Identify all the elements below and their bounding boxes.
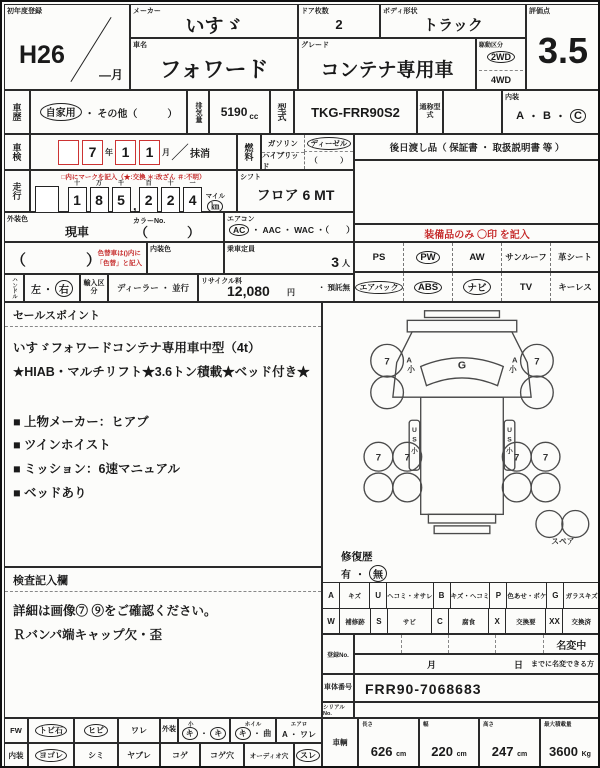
score-label: 評価点: [529, 8, 550, 15]
doors-cell: [298, 4, 380, 38]
repaint-note-1: 色替車は()内に: [97, 250, 141, 257]
handle-left: 左: [31, 284, 41, 296]
equip-leather-seat: 革シート: [550, 243, 599, 271]
equip-pw: PW: [403, 243, 452, 271]
shaken-erased: 抹消: [190, 148, 210, 160]
capacity-label: 乗車定員: [227, 246, 255, 253]
legend-key: A: [328, 591, 334, 600]
maker-value: いすゞ: [185, 15, 243, 37]
equip-sunroof: サンルーフ: [501, 243, 550, 271]
odometer-digit: 十 2: [161, 181, 180, 213]
displacement-label: 排気量: [187, 90, 209, 134]
model-code-value: TKG-FRR90S2: [294, 90, 417, 134]
odometer-digit: 万 8: [90, 181, 109, 213]
mileage-mark-box: [35, 186, 59, 213]
legend-value: 色あせ・ボケ: [506, 583, 546, 608]
tread-rear-left-outer: 7: [375, 452, 382, 464]
sales-bullet-1: ■ 上物メーカー：ヒアブ: [13, 414, 149, 429]
legend-value: 補修跡: [339, 608, 370, 633]
exterior-small-label: 小: [188, 722, 194, 728]
legend-value: ヘコミ・オサレ: [386, 583, 432, 608]
fuel-hybrid: ハイブリッド: [262, 152, 304, 169]
namechange-month: 月: [427, 659, 437, 670]
fw-crack: ヒビ: [74, 718, 118, 743]
mileage-note: □内にマークを記入（★:交換 ＊:改ざん ＃:不明）: [61, 174, 206, 181]
sales-bullet-3: ■ ミッション：6速マニュアル: [13, 462, 180, 476]
history-label: 車歴: [4, 90, 30, 134]
mileage-cell: [30, 170, 237, 212]
unit-km-circled: ㎞: [207, 200, 223, 213]
legend-value: サビ: [387, 608, 431, 633]
chassis-no-label: 車体番号: [322, 674, 354, 702]
equip-keyless: キーレス: [550, 273, 599, 301]
legend-value: ガラスキズ: [563, 583, 599, 608]
interior-grade-a: A: [516, 110, 525, 122]
capacity-cell: [224, 242, 354, 274]
interior-grade-b: B: [543, 110, 551, 122]
interior-color-label: 内装色: [150, 246, 171, 253]
odometer-digit: 百 2: [139, 181, 158, 213]
displacement-value: 5190: [220, 105, 248, 119]
first-registration-cell: [4, 4, 130, 90]
height-cell: 高さ 247 cm: [479, 718, 540, 768]
inspection-line-1: 詳細は画像⑦ ⑨をご確認ください。: [13, 604, 217, 618]
handle-right-circled: 右: [55, 280, 73, 297]
namechange-day: 日: [514, 659, 524, 670]
model-code-label: 型式: [270, 90, 294, 134]
legend-key: U: [369, 583, 386, 608]
displacement-cell: [209, 90, 270, 134]
equip-abs: ABS: [403, 273, 452, 301]
shaken-month1-box: 1: [115, 140, 136, 165]
glass-mark: G: [457, 359, 467, 372]
width-label: 幅: [423, 722, 429, 728]
body-shape-value: トラック: [423, 16, 483, 34]
aero-marks-cell: エアロ A ・ ワレ: [276, 718, 322, 743]
equip-aw: AW: [452, 243, 501, 271]
sales-line-2: ★HIAB・マルチリフト★3.6トン積載★ベッド付き★: [13, 364, 310, 379]
drive-divider: [479, 70, 523, 71]
equipment-header: 装備品のみ 〇印 を記入: [354, 224, 600, 242]
tread-front-left: 7: [384, 356, 390, 368]
odometer-digit: 十 1: [68, 181, 87, 213]
alias-model-label: 通称型式: [417, 90, 443, 134]
sales-points-box: [4, 302, 322, 567]
first-registration-month: ―月: [98, 68, 123, 82]
body-shape-cell: [380, 4, 526, 38]
import-value: ディーラー ・ 並行: [108, 274, 198, 302]
corner-mark-small-right: 小: [509, 365, 517, 375]
recycle-note: ・ 預託無: [317, 283, 350, 292]
score-value: 3.5: [537, 30, 589, 71]
shaken-year-unit: 年: [105, 147, 113, 157]
namechange-date-row: [354, 654, 600, 674]
blank-note-cell: [354, 160, 600, 224]
displacement-unit: cc: [249, 112, 259, 121]
fuel-label: 燃料: [237, 134, 261, 170]
tread-rear-left-inner: 7: [404, 452, 410, 464]
drive-type-cell: [476, 38, 526, 90]
alias-model-cell: [443, 90, 502, 134]
fw-label: FW: [4, 718, 28, 743]
legend-key: B: [433, 583, 450, 608]
repair-sep: ・: [355, 570, 365, 581]
aero-marks-label: エアロ: [290, 722, 308, 728]
corner-mark-a-left: A: [406, 355, 412, 365]
equipment-row-2: [354, 272, 600, 302]
fuel-gasoline: ガソリン: [267, 139, 298, 148]
fw-broken: ワレ: [118, 718, 160, 743]
shaken-era-box: [58, 140, 79, 165]
exterior-color-value: 現車: [65, 225, 90, 239]
shaken-month2-box: 1: [139, 140, 160, 165]
repair-yes: 有: [341, 570, 351, 581]
interior-grade-cell: [502, 90, 600, 134]
legend-key: P: [489, 583, 506, 608]
odometer-digit: 千 5: [112, 181, 131, 213]
interior-audio-hole: オーディオ穴: [244, 743, 294, 768]
interior-burn-hole: コゲ穴: [200, 743, 244, 768]
inspection-notes-box: [4, 567, 322, 718]
history-cell: [30, 90, 187, 134]
doors-label: ドア枚数: [301, 8, 329, 15]
later-delivery-items: 後日渡し品（ 保証書 ・ 取扱説明書 等 ）: [354, 134, 600, 160]
capacity-value: 3: [331, 254, 339, 270]
doors-value: 2: [335, 16, 343, 32]
maker-label: メーカー: [133, 8, 161, 15]
namechange-badge: 名変中: [543, 635, 599, 653]
legend-value: キズ・ヘコミ: [450, 583, 490, 608]
legend-value: 腐食: [448, 608, 488, 633]
fuel-cell: [261, 134, 354, 170]
tread-front-right: 7: [534, 356, 540, 368]
recycle-value: 12,080: [227, 283, 270, 299]
repair-history-label: 修復歴: [341, 551, 373, 563]
aircon-cell: [224, 212, 354, 242]
legend-key: S: [370, 608, 387, 633]
legend-key: X: [488, 608, 505, 633]
shift-value: フロア 6 MT: [256, 187, 335, 203]
namechange-empty-cell: [495, 635, 542, 653]
interior-scuff: スレ: [294, 743, 322, 768]
legend-key: XX: [545, 608, 562, 633]
odometer-digit: 一 4: [183, 181, 202, 213]
corner-mark-a-right: A: [512, 355, 518, 365]
legend-value: キズ: [339, 583, 369, 608]
interior-dirt: ヨゴレ: [28, 743, 74, 768]
legend-value: 交換済: [562, 608, 599, 633]
chassis-no-value: FRR90-7068683: [365, 681, 482, 697]
color-no-paren: （ ）: [135, 225, 201, 240]
payload-label: 最大積載量: [544, 722, 572, 728]
interior-color-cell: [147, 242, 224, 274]
equip-navi: ナビ: [452, 273, 501, 301]
equip-ps: PS: [372, 251, 386, 263]
namechange-empty-cell: [448, 635, 495, 653]
fuel-diesel: ディーゼル: [304, 135, 353, 152]
shaken-slash: ／: [171, 143, 189, 163]
interior-marks-label: 内装: [4, 743, 28, 768]
recycle-cell: [198, 274, 354, 302]
legend-key: W: [323, 608, 339, 633]
interior-burn: コゲ: [160, 743, 200, 768]
unit-mile: マイル: [205, 193, 225, 200]
width-cell: 幅 220 cm: [419, 718, 479, 768]
chassis-no-cell: [354, 674, 600, 702]
serial-no-cell: [354, 702, 600, 718]
wheel-marks-cell: ホイル キ ・ 曲: [230, 718, 276, 743]
length-label: 長さ: [362, 722, 374, 728]
handle-label: ハンドル: [4, 274, 24, 302]
corner-mark-small-left: 小: [407, 365, 415, 375]
car-name-value: フォワード: [159, 56, 269, 82]
recycle-unit: 円: [287, 288, 295, 297]
aircon-ac-circled: AC: [229, 224, 249, 236]
equipment-row-1: [354, 242, 600, 272]
drive-2wd-circled: 2WD: [487, 51, 515, 63]
shaken-label: 車検: [4, 134, 30, 170]
shaken-year-box: 7: [82, 140, 103, 165]
repair-history-value: [341, 565, 387, 582]
handle-position-cell: [24, 274, 80, 302]
legend-value: 交換要: [505, 608, 545, 633]
legend-key: G: [546, 583, 563, 608]
equip-airbag: エアバック: [355, 273, 403, 301]
exterior-color-cell: [4, 212, 224, 242]
legend-table: [322, 582, 600, 634]
shift-cell: [237, 170, 354, 212]
grade-value: コンテナ専用車: [320, 59, 454, 81]
inspection-title: 検査記入欄: [5, 568, 321, 592]
payload-cell: 最大積載量 3600 Kg: [540, 718, 600, 768]
namechange-empty-cell: [401, 635, 448, 653]
drive-type-label: 駆動区分: [479, 43, 504, 49]
grade-label: グレード: [301, 42, 329, 49]
repaint-paren: （ ）: [11, 252, 102, 269]
interior-grade-label: 内装: [505, 94, 519, 101]
exterior-marks-label: 外装: [160, 718, 178, 743]
interior-grade-c-circled: C: [570, 109, 586, 123]
color-no-label: カラーNo.: [133, 218, 166, 225]
side-mark-left: U S 小: [411, 426, 418, 455]
interior-stain: シミ: [74, 743, 118, 768]
namechange-cells-row: [354, 634, 600, 654]
first-registration-year: H26: [19, 41, 65, 69]
legend-key: C: [431, 608, 448, 633]
aircon-rest: ・ AAC ・ WAC ・（ ）: [251, 225, 355, 235]
fw-stone-chip: トビ石: [28, 718, 74, 743]
score-cell: [526, 4, 600, 90]
fuel-paren: （ ）: [304, 152, 353, 169]
maker-cell: [130, 4, 298, 38]
odometer-comma: ,: [133, 198, 137, 213]
tread-rear-right-inner: 7: [514, 452, 520, 464]
shaken-cell: [30, 134, 237, 170]
handle-sep: ・: [43, 284, 53, 296]
sales-points-title: セールスポイント: [5, 303, 321, 327]
grade-cell: [298, 38, 476, 90]
shaken-month-unit: 月: [162, 147, 170, 157]
length-cell: 長さ 626 cm: [358, 718, 419, 768]
wheel-marks-label: ホイル: [244, 722, 262, 728]
sales-bullet-2: ■ ツインホイスト: [13, 438, 111, 453]
repair-no-circled: 無: [369, 565, 387, 582]
interior-grade-sep2: ・: [554, 111, 566, 123]
sales-bullet-4: ■ ベッドあり: [13, 485, 87, 500]
import-label: 輸入区分: [80, 274, 108, 302]
shift-label: シフト: [240, 174, 261, 181]
registration-no-label: 登録No.: [322, 634, 354, 674]
exterior-marks-cell: 小 キ ・ キ: [178, 718, 230, 743]
car-name-cell: [130, 38, 298, 90]
capacity-unit: 人: [342, 259, 350, 268]
serial-no-label: シリアルNo.: [322, 702, 354, 718]
drive-2wd-option: [477, 48, 525, 66]
vehicle-dims-label: 車輌: [322, 718, 358, 768]
spare-label: スペア: [551, 537, 575, 547]
drive-4wd-option: 4WD: [491, 75, 511, 85]
interior-grade-sep: ・: [528, 111, 540, 123]
tread-rear-right-outer: 7: [542, 452, 549, 464]
truck-top-view-diagram: [323, 305, 600, 547]
namechange-empty-cell: [355, 635, 401, 653]
repaint-cell: [4, 242, 147, 274]
first-registration-label: 初年度登録: [7, 8, 42, 15]
body-shape-label: ボディ形状: [383, 8, 418, 15]
repaint-note-2: 「色替」と記入: [96, 259, 142, 267]
mileage-label: 走行: [4, 170, 30, 212]
inspection-line-2: Ｒバンパ端キャップ欠・歪: [13, 627, 163, 642]
equip-tv: TV: [501, 273, 550, 301]
car-name-label: 車名: [133, 42, 147, 49]
recycle-label: リサイクル料: [201, 278, 243, 285]
exterior-color-label: 外装色: [7, 216, 28, 223]
history-owner-circled: 自家用: [40, 103, 82, 121]
history-other: ・ その他（ ）: [84, 108, 178, 120]
height-label: 高さ: [483, 722, 495, 728]
interior-tear: ヤブレ: [118, 743, 160, 768]
side-mark-right: U S 小: [506, 426, 513, 455]
aircon-label: エアコン: [227, 216, 255, 223]
namechange-note: までに名変できる方: [531, 661, 595, 668]
sales-line-1: いすゞフォワードコンテナ専用車中型（4t）: [13, 341, 261, 355]
